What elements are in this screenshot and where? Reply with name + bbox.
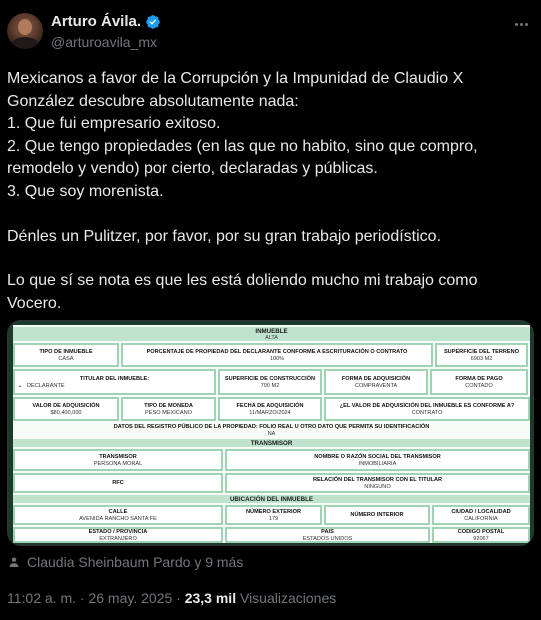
field-rfc xyxy=(13,473,223,493)
document-row xyxy=(13,397,530,421)
field-label: PAÍS xyxy=(321,528,334,535)
bullet-icon: • xyxy=(19,384,21,390)
field-superficie-construccion xyxy=(218,369,322,395)
tweet-meta xyxy=(7,590,336,606)
field-tipo-moneda xyxy=(121,397,216,421)
person-icon xyxy=(7,555,21,569)
field-label: CÓDIGO POSTAL xyxy=(457,528,505,535)
field-porcentaje xyxy=(121,343,433,367)
tweet-text xyxy=(7,68,532,315)
field-label: FECHA DE ADQUISICIÓN xyxy=(236,402,304,409)
field-value: CALIFORNIA xyxy=(464,515,498,522)
author-name-row[interactable] xyxy=(51,13,161,30)
field-valor-conforme xyxy=(324,397,530,421)
tweet-paragraph: Dénles un Pulitzer, por favor, por su gran trabajo periodístico. xyxy=(7,227,442,245)
field-value: CONTRATO xyxy=(411,409,443,416)
field-label: CIUDAD / LOCALIDAD xyxy=(451,508,511,515)
field-fecha-adquisicion xyxy=(218,397,322,421)
field-estado xyxy=(13,527,223,543)
field-value: INMOBILIARIA xyxy=(358,460,397,467)
avatar-face xyxy=(18,19,32,35)
field-label: ESTADO / PROVINCIA xyxy=(88,528,148,535)
field-label: RFC xyxy=(112,479,124,486)
field-label: PORCENTAJE DE PROPIEDAD DEL DECLARANTE CONFORME A ESCRITURACIÓN O CONTRATO xyxy=(146,348,408,355)
field-relacion-transmisor xyxy=(225,473,530,493)
tweet-header xyxy=(0,0,541,66)
views-count: 23,3 mil xyxy=(184,590,237,606)
field-value: PERSONA MORAL xyxy=(93,460,143,467)
field-label: SUPERFICIE DEL TERRENO xyxy=(443,348,520,355)
inmueble-header xyxy=(13,327,530,341)
field-value: 6903 M2 xyxy=(470,355,493,362)
meta-separator: · xyxy=(79,590,85,606)
field-value: AVENIDA RANCHO SANTA FE xyxy=(79,515,157,522)
document-row xyxy=(13,527,530,543)
field-label: NÚMERO INTERIOR xyxy=(350,511,404,518)
field-value: ESTADOS UNIDOS xyxy=(302,535,353,542)
field-label: CALLE xyxy=(108,508,128,515)
social-context[interactable] xyxy=(7,554,243,570)
field-transmisor xyxy=(13,449,223,471)
field-value: EXTRANJERO xyxy=(99,535,137,542)
field-value: CONTADO xyxy=(465,382,493,389)
field-value: 179 xyxy=(268,515,279,522)
field-label: NÚMERO EXTERIOR xyxy=(245,508,301,515)
avatar-shoulders xyxy=(10,37,40,49)
field-forma-pago xyxy=(430,369,528,395)
transmisor-header: TRANSMISOR xyxy=(13,439,530,447)
dot-icon xyxy=(525,23,528,26)
tweet-media-image[interactable] xyxy=(7,320,534,546)
field-value: $80,400,000 xyxy=(50,409,82,416)
field-value: PESO MEXICANO xyxy=(145,409,192,416)
field-razon-social xyxy=(225,449,530,471)
field-codigo-postal xyxy=(432,527,530,543)
field-label: RELACIÓN DEL TRANSMISOR CON EL TITULAR xyxy=(312,476,443,483)
inmueble-title: INMUEBLE xyxy=(255,327,288,335)
field-numero-exterior xyxy=(225,505,322,525)
field-tipo-inmueble xyxy=(13,343,119,367)
tweet-date[interactable]: 26 may. 2025 xyxy=(88,590,173,606)
document-row xyxy=(13,505,530,525)
field-ciudad xyxy=(432,505,530,525)
meta-separator: · xyxy=(176,590,181,606)
field-value: COMPRAVENTA xyxy=(354,382,398,389)
field-label: TIPO DE MONEDA xyxy=(144,402,193,409)
field-label: VALOR DE ADQUISICIÓN xyxy=(32,402,100,409)
field-titular xyxy=(13,369,216,395)
document-row xyxy=(13,369,530,395)
field-value: 92067 xyxy=(473,535,489,542)
document-row xyxy=(13,423,530,438)
author-handle[interactable]: @arturoavila_mx xyxy=(51,34,158,50)
field-value: 100% xyxy=(269,355,285,362)
field-label: TRANSMISOR xyxy=(99,453,137,460)
author-display-name[interactable]: Arturo Ávila. xyxy=(51,13,142,30)
field-value: 700 M2 xyxy=(260,382,280,389)
field-label: NOMBRE O RAZÓN SOCIAL DEL TRANSMISOR xyxy=(314,453,441,460)
field-value: NINGUNO xyxy=(364,483,391,490)
field-value: NA xyxy=(267,431,276,437)
field-superficie-terreno xyxy=(435,343,528,367)
field-label: DATOS DEL REGISTRO PÚBLICO DE LA PROPIEDAD: FOLIO REAL U OTRO DATO QUE PERMITA SU IDENTIFICACIÓN xyxy=(113,424,430,430)
field-calle xyxy=(13,505,223,525)
field-label: ¿EL VALOR DE ADQUISICIÓN DEL INMUEBLE ES CONFORME A? xyxy=(339,402,515,409)
dot-icon xyxy=(515,23,518,26)
field-value: CASA xyxy=(58,355,74,362)
field-numero-interior xyxy=(324,505,430,525)
document-row xyxy=(13,473,530,493)
ubicacion-header: UBICACIÓN DEL INMUEBLE xyxy=(13,495,530,503)
field-registro-publico xyxy=(13,423,530,438)
more-options-icon[interactable] xyxy=(511,14,531,34)
field-label: TIPO DE INMUEBLE xyxy=(39,348,93,355)
field-value: 11/MARZO/2024 xyxy=(249,409,291,416)
dot-icon xyxy=(520,23,523,26)
document-row xyxy=(13,449,530,471)
field-pais xyxy=(225,527,430,543)
field-label: FORMA DE ADQUISICIÓN xyxy=(341,375,411,382)
verified-badge-icon xyxy=(145,14,161,30)
field-valor-adquisicion xyxy=(13,397,119,421)
tweet-paragraph: Lo que sí se nota es que les está doliendo mucho mi trabajo como Vocero. xyxy=(7,272,482,312)
tweet-time[interactable]: 11:02 a. m. xyxy=(7,590,77,606)
social-context-text: Claudia Sheinbaum Pardo y 9 más xyxy=(27,554,244,570)
field-label: FORMA DE PAGO xyxy=(455,375,503,382)
document-row xyxy=(13,343,530,367)
field-value: DECLARANTE xyxy=(27,382,65,389)
field-label: TITULAR DEL INMUEBLE: xyxy=(79,375,150,382)
tweet-paragraph: Mexicanos a favor de la Corrupción y la Impunidad de Claudio X González descubre absolutamente nada: 1. Que fui empresario exitoso. 2. Que tengo propiedades (en las que no habito, sino que compro, remodelo y vendo) por cierto, declaradas y públicas. 3. Que soy morenista. xyxy=(7,70,478,200)
field-forma-adquisicion xyxy=(324,369,428,395)
views-label: Visualizaciones xyxy=(239,590,337,606)
field-label: SUPERFICIE DE CONSTRUCCIÓN xyxy=(224,375,316,382)
avatar[interactable] xyxy=(7,13,43,49)
declaration-document xyxy=(13,325,530,543)
inmueble-subtitle: ALTA xyxy=(265,334,278,341)
